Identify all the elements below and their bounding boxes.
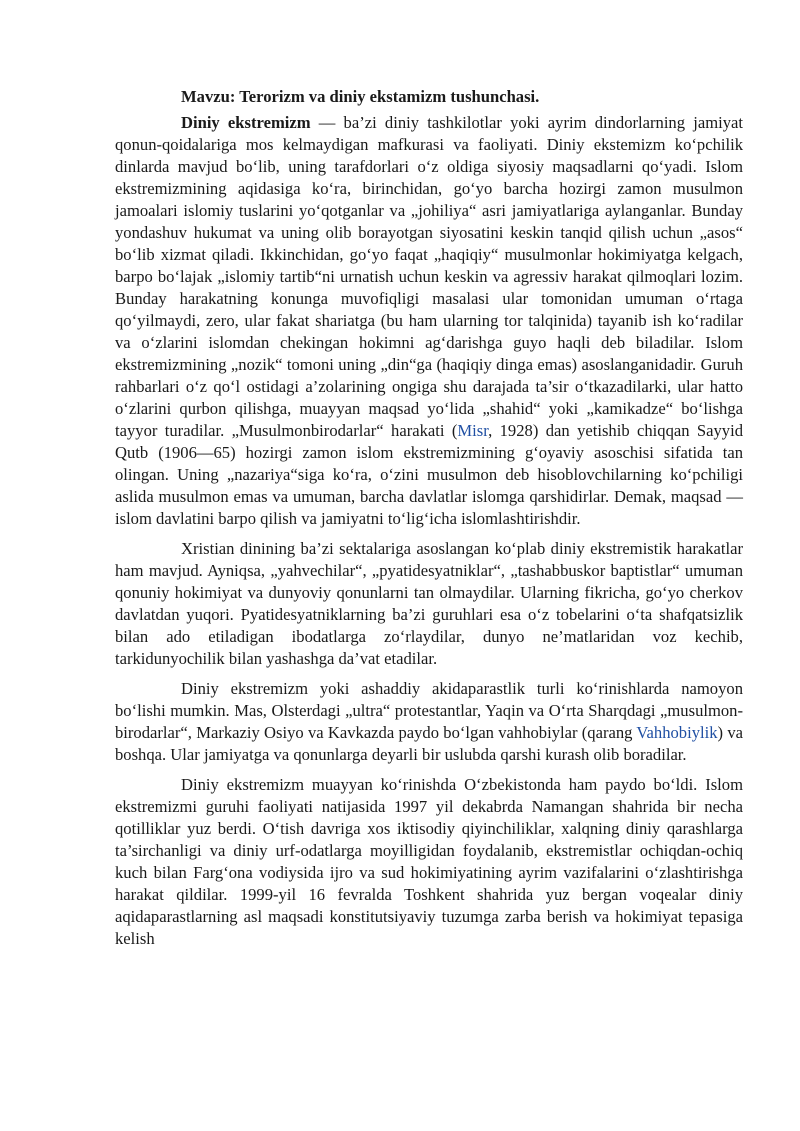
link-misr[interactable]: Misr	[457, 421, 489, 440]
paragraph-definition	[115, 112, 743, 530]
paragraph-forms	[115, 678, 743, 766]
paragraph-text: — ba’zi diniy tashkilotlar yoki ayrim dindorlarning jamiyat qonun-qoidalariga mos kelmaydigan mafkurasi va faoliyati. Diniy ekstemizm ko‘pchilik dinlarda mavjud bo‘lib, uning tarafdorlari o‘z oldiga siyosiy maqsadlarni qo‘yadi. Islom ekstremizmining aqidasiga ko‘ra, birinchidan, go‘yo barcha hozirgi zamon musulmon jamoalari islomiy tuslarini yo‘qotganlar va „johiliya“ asri jamiyatlariga aylanganlar. Bunday yondashuv hukumat va uning olib borayotgan siyosatini keskin tanqid qilish uchun „asos“ bo‘lib xizmat qiladi. Ikkinchidan, go‘yo faqat „haqiqiy“ musulmonlar hokimiyatga kelgach, barpo bo‘lajak „islomiy tartib“ni urnatish uchun keskin va agressiv harakat qilmoqlari lozim. Bunday harakatning konunga muvofiqligi masalasi ular tomonidan umuman o‘rtaga qo‘yilmaydi, zero, ular fakat shariatga (bu ham ularning tor talqinida) tayanib ish ko‘radilar va o‘zlarini islomdan chekingan hokimni ag‘darishga guyo haqli deb biladilar. Islom ekstremizmining „nozik“ tomoni uning „din“ga (haqiqiy dinga emas) asoslanganidadir. Guruh rahbarlari o‘z qo‘l ostidagi a’zolarining ongiga shu darajada ta’sir o‘tkazadilarki, ular hatto o‘zlarini qurbon qilishga, muayyan maqsad yo‘lida „shahid“ yoki „kamikadze“ bo‘lishga tayyor turadilar. „Musulmonbirodarlar“ harakati (	[115, 113, 743, 440]
term-diniy-ekstremizm: Diniy ekstremizm	[181, 113, 311, 132]
paragraph-text: , 1928) dan yetishib chiqqan Sayyid Qutb (1906—65) hozirgi zamon islom ekstremizmining g‘oyaviy asoschisi sifatida tan olingan. Uning „nazariya“siga ko‘ra, o‘zini musulmon deb hisoblovchilarning ko‘pchiligi aslida musulmon emas va umuman, barcha davlatlar islomga qarshidirlar. Demak, maqsad — islom davlatini barpo qilish va jamiyatni to‘lig‘icha islomlashtirishdir.	[115, 421, 744, 528]
paragraph-text: Diniy ekstremizm yoki ashaddiy akidaparastlik turli ko‘rinishlarda namoyon bo‘lishi mumkin. Mas, Olsterdagi „ultra“ protestantlar, Yaqin va O‘rta Sharqdagi „musulmon-birodarlar“, Markaziy Osiyo va Kavkazda paydo bo‘lgan vahhobiylar (qarang	[115, 679, 743, 742]
paragraph-uzbekistan: Diniy ekstremizm muayyan ko‘rinishda O‘zbekistonda ham paydo bo‘ldi. Islom ekstremizmi guruhi faoliyati natijasida 1997 yil dekabrda Namangan shahrida bir necha qotilliklar yuz berdi. O‘tish davriga xos iktisodiy qiyinchiliklar, xalqning diniy qarashlarga ta’sirchanligi va diniy urf-odatlarga moyilligidan foydalanib, ekstremistlar ochiqdan-ochiq kuch bilan Farg‘ona vodiysida ijro va sud hokimiyatining ayrim vazifalarini o‘zlashtirishga harakat qildilar. 1999-yil 16 fevralda Toshkent shahrida yuz bergan voqealar diniy aqidaparastlarning asl maqsadi konstitutsiyaviy tuzumga zarba berish va hokimiyat tepasiga kelish	[115, 775, 743, 948]
document-title: Mavzu: Terorizm va diniy ekstamizm tushunchasi.	[181, 87, 540, 106]
paragraph-text: ) va boshqa. Ular jamiyatga va qonunlarga deyarli bir uslubda qarshi kurash olib boradilar.	[115, 723, 743, 764]
paragraph-christian-sects: Xristian dinining ba’zi sektalariga asoslangan ko‘plab diniy ekstremistik harakatlar ham mavjud. Ayniqsa, „yahvechilar“, „pyatidesyatniklar“, „tashabbuskor baptistlar“ umuman qonuniy hokimiyat va dunyoviy qonunlarni tan olmaydilar. Ularning fikricha, go‘yo cherkov davlatdan yuqori. Pyatidesyatniklarning ba’zi guruhlari esa o‘z tobelarini o‘ta shafqatsizlik bilan ado etiladigan ibodatlarga zo‘rlaydilar, dunyo ne’matlaridan voz kechib, tarkidunyochilik bilan yashashga da’vat etadilar.	[115, 539, 743, 668]
link-vahhobiylik[interactable]: Vahhobiylik	[636, 723, 718, 742]
